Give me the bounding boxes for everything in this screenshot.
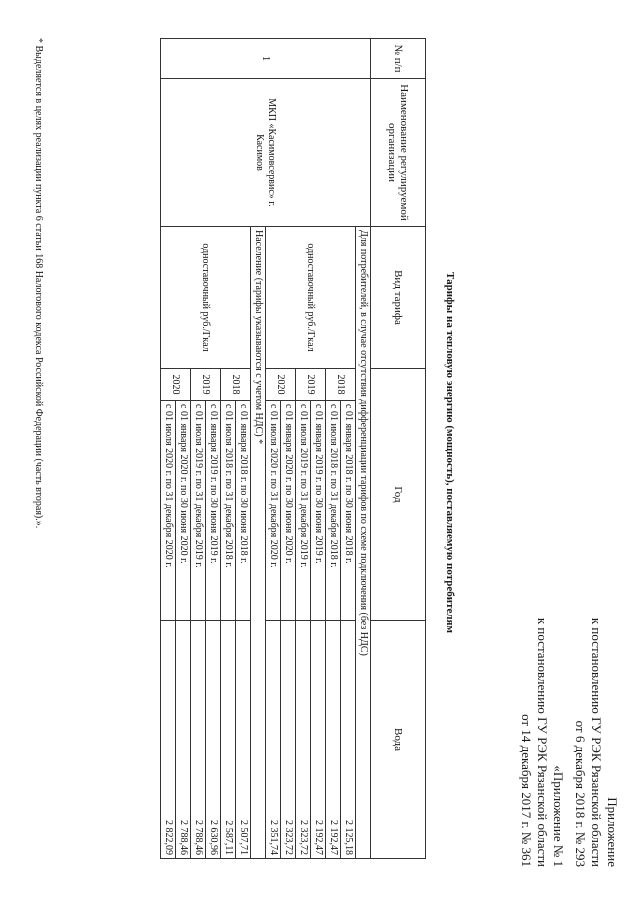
water-value: 2 192,47 bbox=[311, 621, 326, 859]
header-line: от 6 декабря 2018 г. № 293 bbox=[573, 720, 588, 867]
header-line: Приложение bbox=[605, 797, 620, 867]
tariff-type: одноставочный руб./Гкал bbox=[161, 227, 251, 369]
column-header-year: Год bbox=[371, 369, 426, 621]
water-value: 2 507,71 bbox=[236, 621, 251, 859]
year-cell: 2018 bbox=[326, 369, 356, 401]
period-cell: с 01 января 2019 г. по 30 июня 2019 г. bbox=[311, 401, 326, 621]
water-value: 2 630,96 bbox=[206, 621, 221, 859]
period-cell: с 01 июля 2020 г. по 31 декабря 2020 г. bbox=[161, 401, 176, 621]
tariff-table bbox=[160, 38, 426, 859]
period-cell: с 01 июля 2020 г. по 31 декабря 2020 г. bbox=[266, 401, 281, 621]
column-header-org: Наименование регулируемой организации bbox=[371, 79, 426, 227]
table-header-row bbox=[371, 39, 426, 859]
water-value: 2 125,18 bbox=[341, 621, 356, 859]
header-line: «Приложение № 1 bbox=[551, 765, 566, 867]
water-value: 2 822,09 bbox=[161, 621, 176, 859]
water-value: 2 192,47 bbox=[326, 621, 341, 859]
column-header-water: Вода bbox=[371, 621, 426, 859]
section-label-consumers: Для потребителей, в случае отсутствия дифференциации тарифов по схеме подключения (без НДС) bbox=[356, 227, 371, 859]
water-value: 2 323,72 bbox=[281, 621, 296, 859]
header-line: к постановлению ГУ РЭК Рязанской области bbox=[535, 617, 550, 867]
water-value: 2 323,72 bbox=[296, 621, 311, 859]
appendix-header bbox=[572, 618, 620, 867]
period-cell: с 01 января 2020 г. по 30 июня 2020 г. bbox=[176, 401, 191, 621]
period-cell: с 01 января 2020 г. по 30 июня 2020 г. bbox=[281, 401, 296, 621]
footnote: * Выделяется в целях реализации пункта 6 статьи 168 Налогового кодекса Российской Федерации (часть вторая).». bbox=[33, 38, 44, 529]
period-cell: с 01 января 2019 г. по 30 июня 2019 г. bbox=[206, 401, 221, 621]
section-label-population: Население (тарифы указываются с учетом НДС) * bbox=[251, 227, 266, 859]
water-value: 2 788,46 bbox=[176, 621, 191, 859]
water-value: 2 788,46 bbox=[191, 621, 206, 859]
header-line: к постановлению ГУ РЭК Рязанской области bbox=[589, 617, 604, 867]
column-header-tariff-type: Вид тарифа bbox=[371, 227, 426, 369]
year-cell: 2018 bbox=[221, 369, 251, 401]
appendix-reference-header bbox=[518, 618, 566, 867]
document-title: Тарифы на тепловую энергию (мощность), поставляемую потребителям bbox=[444, 272, 456, 633]
tariff-type: одноставочный руб./Гкал bbox=[266, 227, 356, 369]
period-cell: с 01 июля 2018 г. по 31 декабря 2018 г. bbox=[326, 401, 341, 621]
year-cell: 2019 bbox=[191, 369, 221, 401]
row-number: 1 bbox=[161, 39, 371, 79]
period-cell: с 01 июля 2019 г. по 31 декабря 2019 г. bbox=[191, 401, 206, 621]
year-cell: 2019 bbox=[296, 369, 326, 401]
year-cell: 2020 bbox=[266, 369, 296, 401]
organization-name: МКП «Касимовсервис» г. Касимов bbox=[161, 79, 371, 227]
water-value: 2 587,11 bbox=[221, 621, 236, 859]
period-cell: с 01 января 2018 г. по 30 июня 2018 г. bbox=[236, 401, 251, 621]
period-cell: с 01 июля 2018 г. по 31 декабря 2018 г. bbox=[221, 401, 236, 621]
table-row bbox=[356, 39, 371, 859]
header-line: от 14 декабря 2017 г. № 361 bbox=[519, 714, 534, 867]
water-value: 2 351,74 bbox=[266, 621, 281, 859]
period-cell: с 01 июля 2019 г. по 31 декабря 2019 г. bbox=[296, 401, 311, 621]
year-cell: 2020 bbox=[161, 369, 191, 401]
period-cell: с 01 января 2018 г. по 30 июня 2018 г. bbox=[341, 401, 356, 621]
column-header-num: № п/п bbox=[371, 39, 426, 79]
